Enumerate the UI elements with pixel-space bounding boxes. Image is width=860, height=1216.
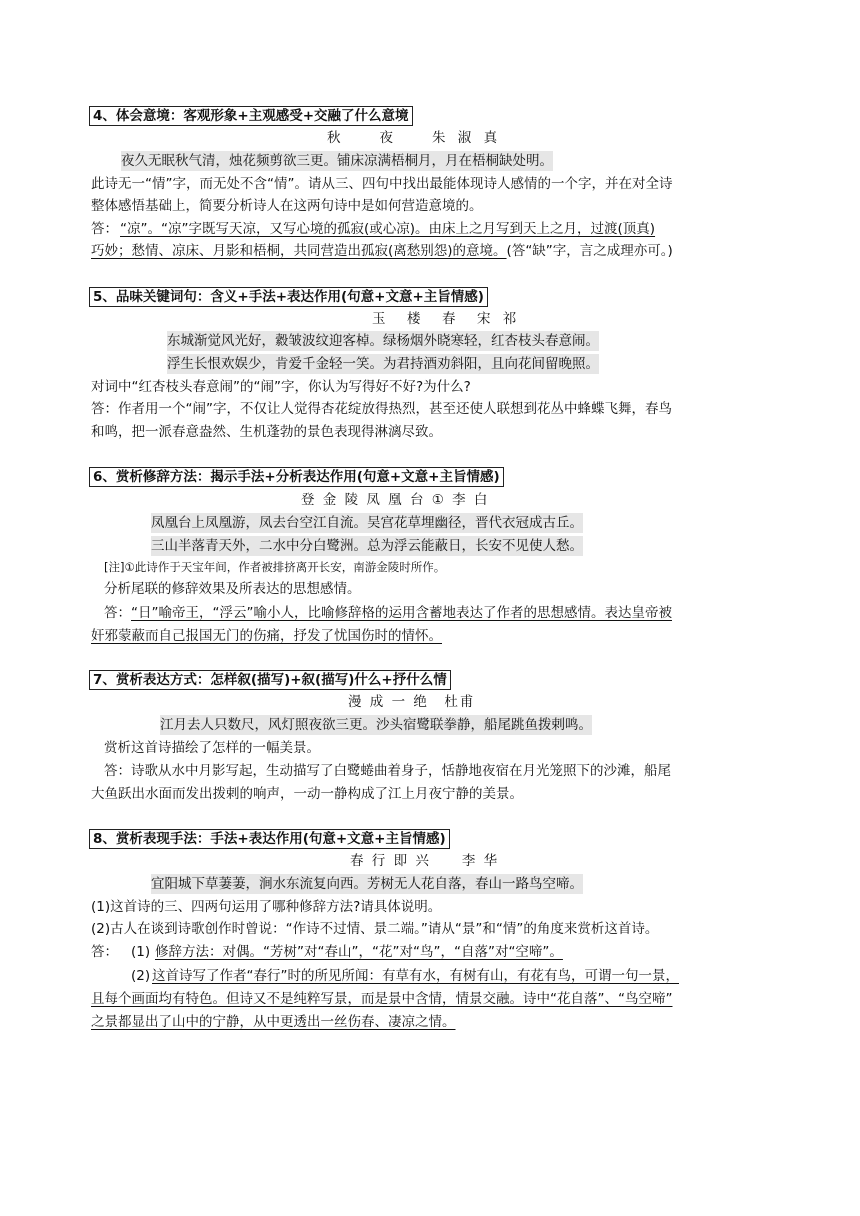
section-8-answer-1-number: (1)	[131, 944, 151, 960]
section-7-poem-title: 漫 成 一 绝 杜甫	[348, 694, 476, 710]
section-4-answer-label: 答：	[91, 221, 118, 237]
section-8-answer-2-line-3: 之景都显出了山中的宁静，从中更透出一丝伤春、凄凉之情。	[91, 1014, 456, 1030]
section-6-heading: 6、赏析修辞方法：揭示手法+分析表达作用(句意+文意+主旨情感)	[89, 467, 504, 487]
section-5-poem-line-1: 东城渐觉风光好，縠皱波纹迎客棹。绿杨烟外晓寒轻，红杏枝头春意闹。	[167, 333, 599, 349]
section-4-answer-underlined: 巧妙；愁情、凉床、月影和梧桐，共同营造出孤寂(离愁别怨)的意境。	[91, 243, 507, 259]
section-7-answer-line-2: 大鱼跃出水面而发出拨剌的响声，一动一静构成了江上月夜宁静的美景。	[91, 786, 523, 802]
section-6-answer-line-1: “日”喻帝王，“浮云”喻小人，比喻修辞格的运用含蓄地表达了作者的思想感情。表达皇帝被	[131, 605, 672, 621]
section-6-poem-line-2: 三山半落青天外，二水中分白鹭洲。总为浮云能蔽日，长安不见使人愁。	[151, 538, 583, 554]
section-4-poem-title: 秋 夜 朱 淑 真	[327, 130, 502, 146]
section-8-answer-2-line-1: 这首诗写了作者“春行”时的所见所闻：有草有水，有树有山，有花有鸟，可谓一句一景，	[152, 968, 679, 984]
section-6-answer-line-2: 奸邪蒙蔽而自己报国无门的伤痛，抒发了忧国伤时的情怀。	[91, 628, 442, 644]
section-7-heading: 7、赏析表达方式：怎样叙(描写)+叙(描写)什么+抒什么情	[89, 670, 451, 690]
section-6-poem-line-1: 凤凰台上凤凰游，凤去台空江自流。吴宫花草埋幽径，晋代衣冠成古丘。	[151, 515, 583, 531]
section-8-answer-2-number: (2)	[131, 968, 151, 984]
section-6-poem-title: 登 金 陵 凤 凰 台 ① 李 白	[301, 492, 490, 508]
section-4-question-line-2: 整体感悟基础上，简要分析诗人在这两句诗中是如何营造意境的。	[91, 198, 483, 214]
section-6-question: 分析尾联的修辞效果及所表达的思想感情。	[104, 581, 361, 597]
section-4-heading: 4、体会意境：客观形象+主观感受+交融了什么意境	[89, 106, 413, 126]
section-7-answer-line-1: 答：诗歌从水中月影写起，生动描写了白鹭蜷曲着身子，恬静地夜宿在月光笼照下的沙滩，船尾	[104, 763, 671, 779]
section-4-answer-line-2	[91, 241, 673, 261]
section-7-poem-line: 江月去人只数尺，风灯照夜欲三更。沙头宿鹭联拳静，船尾跳鱼拨剌鸣。	[160, 717, 592, 733]
section-6-note: [注]①此诗作于天宝年间，作者被排挤离开长安，南游金陵时所作。	[104, 560, 446, 574]
section-4-poem-line: 夜久无眠秋气清，烛花频剪欲三更。铺床凉满梧桐月，月在梧桐缺处明。	[121, 153, 553, 169]
section-8-question-2: (2)古人在谈到诗歌创作时曾说：“作诗不过情、景二端。”请从“景”和“情”的角度来赏析这首诗。	[91, 921, 659, 937]
section-5-poem-title: 玉 楼 春 宋 祁	[372, 311, 521, 327]
section-8-poem-line: 宜阳城下草萋萋，涧水东流复向西。芳树无人花自落，春山一路鸟空啼。	[151, 876, 583, 892]
section-5-poem-line-2: 浮生长恨欢娱少，肯爱千金轻一笑。为君持酒劝斜阳，且向花间留晚照。	[167, 356, 599, 372]
section-8-answer-1: 修辞方法：对偶。“芳树”对“春山”，“花”对“鸟”，“自落”对“空啼”。	[155, 944, 563, 960]
section-8-answer-2-line-2: 且每个画面均有特色。但诗又不是纯粹写景，而是景中含情，情景交融。诗中“花自落”、“鸟空啼”	[91, 991, 673, 1007]
section-8-poem-title: 春 行 即 兴 李 华	[350, 853, 500, 869]
section-5-answer-line-2: 和鸣，把一派春意盎然、生机蓬勃的景色表现得淋漓尽致。	[91, 424, 442, 440]
section-5-question: 对词中“红杏枝头春意闹”的“闹”字，你认为写得好不好?为什么?	[91, 379, 471, 395]
section-8-question-1: (1)这首诗的三、四两句运用了哪种修辞方法?请具体说明。	[91, 899, 442, 915]
section-4-answer-remark: (答“缺”字，言之成理亦可。)	[506, 243, 673, 259]
section-4-answer-line-1: “凉”。“凉”字既写天凉，又写心境的孤寂(或心凉)。由床上之月写到天上之月，过渡(顶真)	[120, 221, 656, 237]
section-8-heading: 8、赏析表现手法：手法+表达作用(句意+文意+主旨情感)	[89, 829, 450, 849]
section-4-question-line-1: 此诗无一“情”字，而无处不含“情”。请从三、四句中找出最能体现诗人感情的一个字，并在对全诗	[91, 176, 673, 192]
section-8-answer-label: 答：	[91, 944, 118, 960]
section-7-question: 赏析这首诗描绘了怎样的一幅美景。	[104, 740, 320, 756]
section-5-answer-line-1: 答：作者用一个“闹”字，不仅让人觉得杏花绽放得热烈，甚至还使人联想到花丛中蜂蝶飞舞，春鸟	[91, 401, 672, 417]
section-5-heading: 5、品味关键词句：含义+手法+表达作用(句意+文意+主旨情感)	[89, 287, 488, 307]
section-6-answer-label: 答：	[104, 605, 131, 621]
